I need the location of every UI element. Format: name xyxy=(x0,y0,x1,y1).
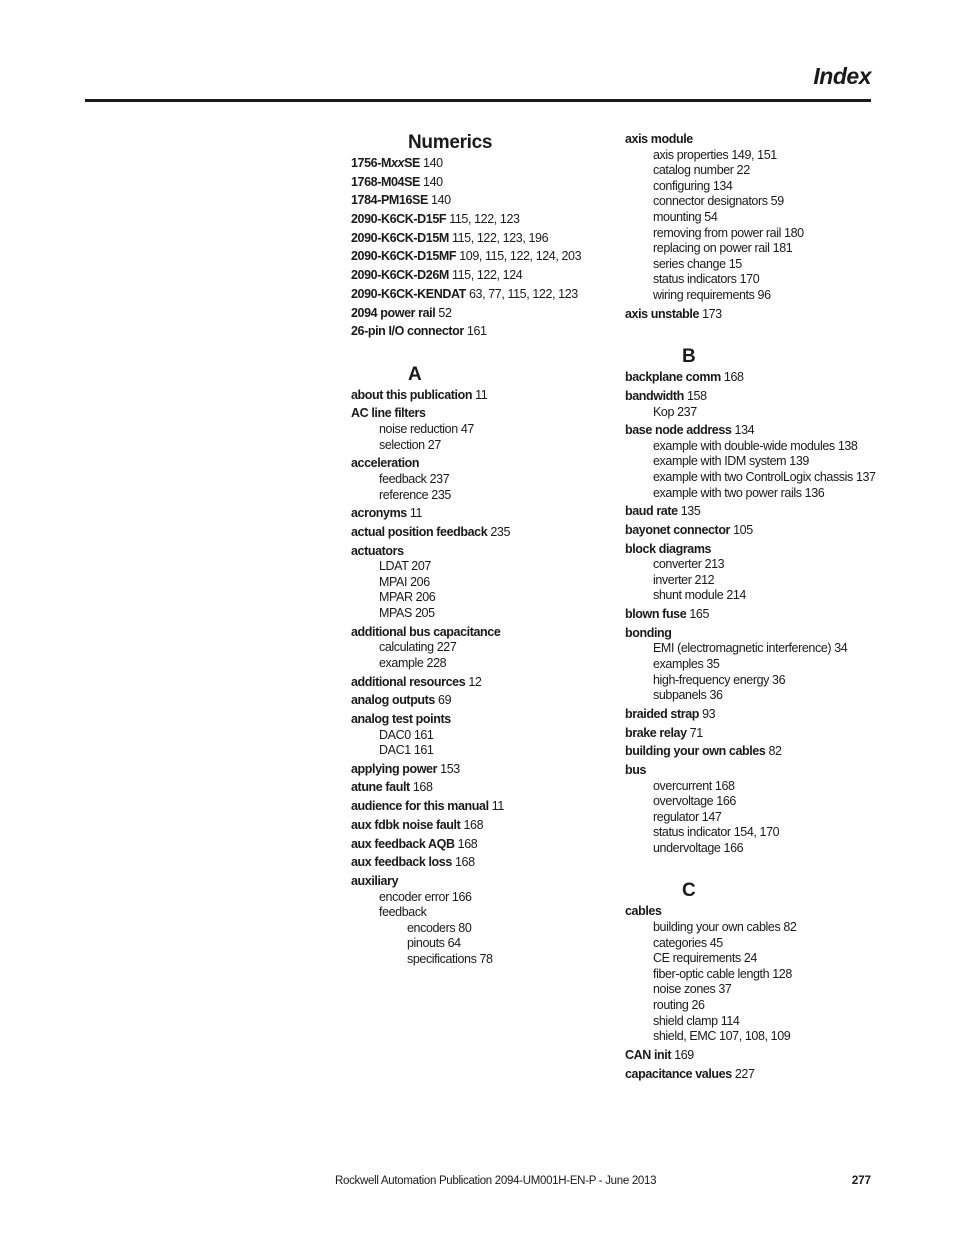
index-subentry: LDAT 207 xyxy=(379,559,431,574)
index-subentry: CE requirements 24 xyxy=(653,951,757,966)
index-pages: 168 xyxy=(460,817,484,832)
index-term: 1756-MxxSE xyxy=(351,156,420,170)
index-subentry: selection 27 xyxy=(379,437,441,452)
index-pages: 12 xyxy=(465,674,482,689)
index-term: 2090-K6CK-KENDAT xyxy=(351,286,466,301)
index-entry xyxy=(351,625,621,641)
index-subentry: high-frequency energy 36 xyxy=(653,672,786,687)
index-subentry: building your own cables 82 xyxy=(653,920,797,935)
index-pages: 153 xyxy=(437,761,460,776)
index-pages: 63, 77, 115, 122, 123 xyxy=(465,286,578,301)
index-subentry: examples 35 xyxy=(653,656,720,671)
index-term: bandwidth xyxy=(625,388,684,403)
index-term: aux fdbk noise fault xyxy=(351,817,461,832)
index-entry xyxy=(625,307,895,323)
index-subentry: feedback 237 xyxy=(379,471,450,486)
index-subentry: configuring 134 xyxy=(653,178,733,193)
index-subentry: DAC0 161 xyxy=(379,727,434,742)
index-subentry: mounting 54 xyxy=(653,209,718,224)
index-subentry: Kop 237 xyxy=(653,404,697,419)
page-title: Index xyxy=(813,63,871,89)
index-subentry: DAC1 161 xyxy=(379,743,434,758)
index-entry xyxy=(625,626,895,642)
footer-publication: Rockwell Automation Publication 2094-UM001H-EN-P - June 2013 xyxy=(335,1175,657,1187)
index-subentry: shunt module 214 xyxy=(653,588,746,603)
index-entry xyxy=(625,726,895,742)
index-entry xyxy=(351,175,621,191)
index-pages: 105 xyxy=(730,522,753,537)
index-subentry: encoder error 166 xyxy=(379,889,472,904)
section-heading: C xyxy=(682,880,696,902)
index-entry xyxy=(351,525,621,541)
index-entry xyxy=(625,523,895,539)
index-entry xyxy=(351,780,621,796)
index-subentry: inverter 212 xyxy=(653,572,715,587)
index-subentry: wiring requirements 96 xyxy=(653,287,771,302)
index-entry xyxy=(351,693,621,709)
index-term: aux feedback loss xyxy=(351,855,452,870)
index-subentry: status indicators 170 xyxy=(653,272,760,287)
index-pages: 135 xyxy=(677,504,701,519)
index-subentry: MPAR 206 xyxy=(379,590,436,605)
index-subentry: example with two ControlLogix chassis 137 xyxy=(653,469,876,484)
index-pages: 69 xyxy=(434,693,452,708)
index-entries xyxy=(351,156,621,340)
index-entry xyxy=(351,193,621,209)
index-term: blown fuse xyxy=(625,607,687,622)
index-section xyxy=(625,132,895,322)
index-subentry: series change 15 xyxy=(653,256,742,271)
index-pages: 52 xyxy=(435,305,452,320)
index-subentry: fiber-optic cable length 128 xyxy=(653,966,792,981)
index-entry xyxy=(351,388,621,404)
index-pages: 169 xyxy=(671,1047,694,1062)
index-entry xyxy=(351,675,621,691)
index-term: CAN init xyxy=(625,1047,672,1062)
section-heading: B xyxy=(682,346,696,368)
index-term: applying power xyxy=(351,761,438,776)
index-term: 2090-K6CK-D15F xyxy=(351,212,447,227)
index-column-right xyxy=(625,132,895,1082)
index-subentry: status indicator 154, 170 xyxy=(653,825,780,840)
section-heading: Numerics xyxy=(408,132,493,153)
index-entry xyxy=(351,818,621,834)
index-entry xyxy=(625,423,895,439)
footer-page-number: 277 xyxy=(851,1175,871,1187)
index-subentry: calculating 227 xyxy=(379,640,457,655)
index-subentry: overvoltage 166 xyxy=(653,794,736,809)
index-subentry: overcurrent 168 xyxy=(653,778,735,793)
index-term: actuators xyxy=(351,543,404,558)
section-gap xyxy=(625,856,895,878)
index-pages: 173 xyxy=(699,306,722,321)
index-term: atune fault xyxy=(351,780,410,795)
index-subentry: subpanels 36 xyxy=(653,688,723,703)
index-pages: 140 xyxy=(419,174,443,189)
index-subentry: removing from power rail 180 xyxy=(653,225,804,240)
index-term: baud rate xyxy=(625,504,678,519)
index-term: 2094 power rail xyxy=(351,305,436,320)
index-entry xyxy=(351,231,621,247)
index-pages: 168 xyxy=(451,855,475,870)
index-subentry: regulator 147 xyxy=(653,809,722,824)
index-subentry: catalog number 22 xyxy=(653,163,750,178)
index-term: bayonet connector xyxy=(625,522,731,537)
index-subentry: noise reduction 47 xyxy=(379,422,474,437)
index-term: about this publication xyxy=(351,387,473,402)
index-pages: 115, 122, 124 xyxy=(448,268,523,283)
index-entry xyxy=(351,406,621,422)
index-entries xyxy=(625,370,895,856)
index-term: analog outputs xyxy=(351,693,435,708)
index-entry xyxy=(351,456,621,472)
index-term: building your own cables xyxy=(625,744,766,759)
index-term: axis unstable xyxy=(625,306,699,321)
index-entries xyxy=(625,132,895,322)
index-term: additional resources xyxy=(351,674,466,689)
index-entry xyxy=(625,504,895,520)
index-subentry: converter 213 xyxy=(653,557,725,572)
index-subentry: pinouts 64 xyxy=(407,936,461,951)
index-entry xyxy=(625,389,895,405)
index-entry xyxy=(351,287,621,303)
index-entry xyxy=(625,370,895,386)
index-term: block diagrams xyxy=(625,541,712,556)
index-entry xyxy=(351,324,621,340)
index-pages: 168 xyxy=(720,370,744,385)
index-term: 2090-K6CK-D15M xyxy=(351,230,449,245)
index-entries xyxy=(625,904,895,1082)
index-term: bus xyxy=(625,762,647,777)
index-subentry: example 228 xyxy=(379,655,447,670)
index-pages: 115, 122, 123 xyxy=(446,212,520,227)
index-entry xyxy=(351,837,621,853)
index-subentry: encoders 80 xyxy=(407,920,472,935)
index-subentry: example with IDM system 139 xyxy=(653,454,809,469)
index-entry xyxy=(351,712,621,728)
index-pages: 165 xyxy=(686,607,710,622)
index-subentry: noise zones 37 xyxy=(653,982,732,997)
index-term: 1784-PM16SE xyxy=(351,193,428,208)
index-entry xyxy=(625,542,895,558)
index-pages: 11 xyxy=(406,506,423,521)
index-term: axis module xyxy=(625,132,693,146)
index-pages: 158 xyxy=(683,388,707,403)
index-entry xyxy=(351,762,621,778)
index-subentry: reference 235 xyxy=(379,487,451,502)
section-gap xyxy=(351,340,621,362)
index-subentry: shield clamp 114 xyxy=(653,1013,740,1028)
index-entry xyxy=(351,874,621,890)
index-pages: 140 xyxy=(419,156,443,170)
index-entry xyxy=(351,506,621,522)
index-pages: 161 xyxy=(463,324,487,339)
index-subentry: undervoltage 166 xyxy=(653,840,744,855)
index-subentry: MPAI 206 xyxy=(379,574,430,589)
index-pages: 227 xyxy=(731,1066,755,1081)
index-term: acronyms xyxy=(351,506,407,521)
index-pages: 115, 122, 123, 196 xyxy=(448,230,549,245)
index-pages: 71 xyxy=(686,725,703,740)
index-term: 1768-M04SE xyxy=(351,174,420,189)
index-pages: 168 xyxy=(454,836,478,851)
index-subentry: feedback xyxy=(379,905,427,920)
index-subentry: specifications 78 xyxy=(407,951,493,966)
index-section xyxy=(625,856,895,1082)
index-entry xyxy=(625,1067,895,1083)
index-pages: 140 xyxy=(427,193,451,208)
index-section xyxy=(625,322,895,856)
index-pages: 235 xyxy=(487,524,511,539)
index-section xyxy=(351,340,621,968)
index-subentry: example with double-wide modules 138 xyxy=(653,438,858,453)
index-pages: 168 xyxy=(409,780,433,795)
index-term: backplane comm xyxy=(625,370,721,385)
index-subentry: routing 26 xyxy=(653,998,705,1013)
index-pages: 134 xyxy=(731,423,755,438)
index-term: actual position feedback xyxy=(351,524,488,539)
index-subentry: axis properties 149, 151 xyxy=(653,147,777,162)
index-entry xyxy=(625,707,895,723)
index-subentry: example with two power rails 136 xyxy=(653,485,825,500)
index-entry xyxy=(351,855,621,871)
index-pages: 11 xyxy=(472,387,488,402)
index-subentry: EMI (electromagnetic interference) 34 xyxy=(653,641,848,656)
index-term: 26-pin I/O connector xyxy=(351,324,464,339)
index-pages: 82 xyxy=(765,744,782,759)
index-entry xyxy=(625,744,895,760)
index-entry xyxy=(351,306,621,322)
index-pages: 109, 115, 122, 124, 203 xyxy=(456,249,582,264)
index-entry xyxy=(625,1048,895,1064)
index-term: cables xyxy=(625,904,662,919)
index-term: bonding xyxy=(625,625,672,640)
index-term: brake relay xyxy=(625,725,687,740)
index-entry xyxy=(351,799,621,815)
index-term: 2090-K6CK-D15MF xyxy=(351,249,457,264)
index-entry xyxy=(625,132,895,148)
index-subentry: MPAS 205 xyxy=(379,605,435,620)
header-divider xyxy=(85,99,871,102)
index-entry xyxy=(351,212,621,228)
index-entry xyxy=(351,544,621,560)
index-entries xyxy=(351,388,621,968)
index-term: braided strap xyxy=(625,706,699,721)
index-term: aux feedback AQB xyxy=(351,836,455,851)
index-term: base node address xyxy=(625,423,732,438)
index-entry xyxy=(625,763,895,779)
index-column-left xyxy=(351,130,621,967)
index-term: analog test points xyxy=(351,711,451,726)
index-section xyxy=(351,130,621,340)
index-pages: 93 xyxy=(699,706,716,721)
index-term: AC line filters xyxy=(351,406,426,421)
index-entry xyxy=(625,904,895,920)
section-gap xyxy=(625,322,895,344)
index-entry xyxy=(351,268,621,284)
index-term-variable: xx xyxy=(390,156,405,170)
index-term: audience for this manual xyxy=(351,799,489,814)
index-entry xyxy=(351,249,621,265)
section-heading: A xyxy=(408,363,422,385)
index-subentry: replacing on power rail 181 xyxy=(653,241,793,256)
index-subentry: shield, EMC 107, 108, 109 xyxy=(653,1029,791,1044)
index-term: 2090-K6CK-D26M xyxy=(351,268,449,283)
index-pages: 11 xyxy=(488,799,504,814)
index-entry xyxy=(351,156,621,172)
index-entry xyxy=(625,607,895,623)
index-term: additional bus capacitance xyxy=(351,624,501,639)
index-subentry: connector designators 59 xyxy=(653,194,784,209)
index-term: auxiliary xyxy=(351,873,399,888)
index-subentry: categories 45 xyxy=(653,935,723,950)
index-term: capacitance values xyxy=(625,1066,732,1081)
index-term: acceleration xyxy=(351,456,420,471)
